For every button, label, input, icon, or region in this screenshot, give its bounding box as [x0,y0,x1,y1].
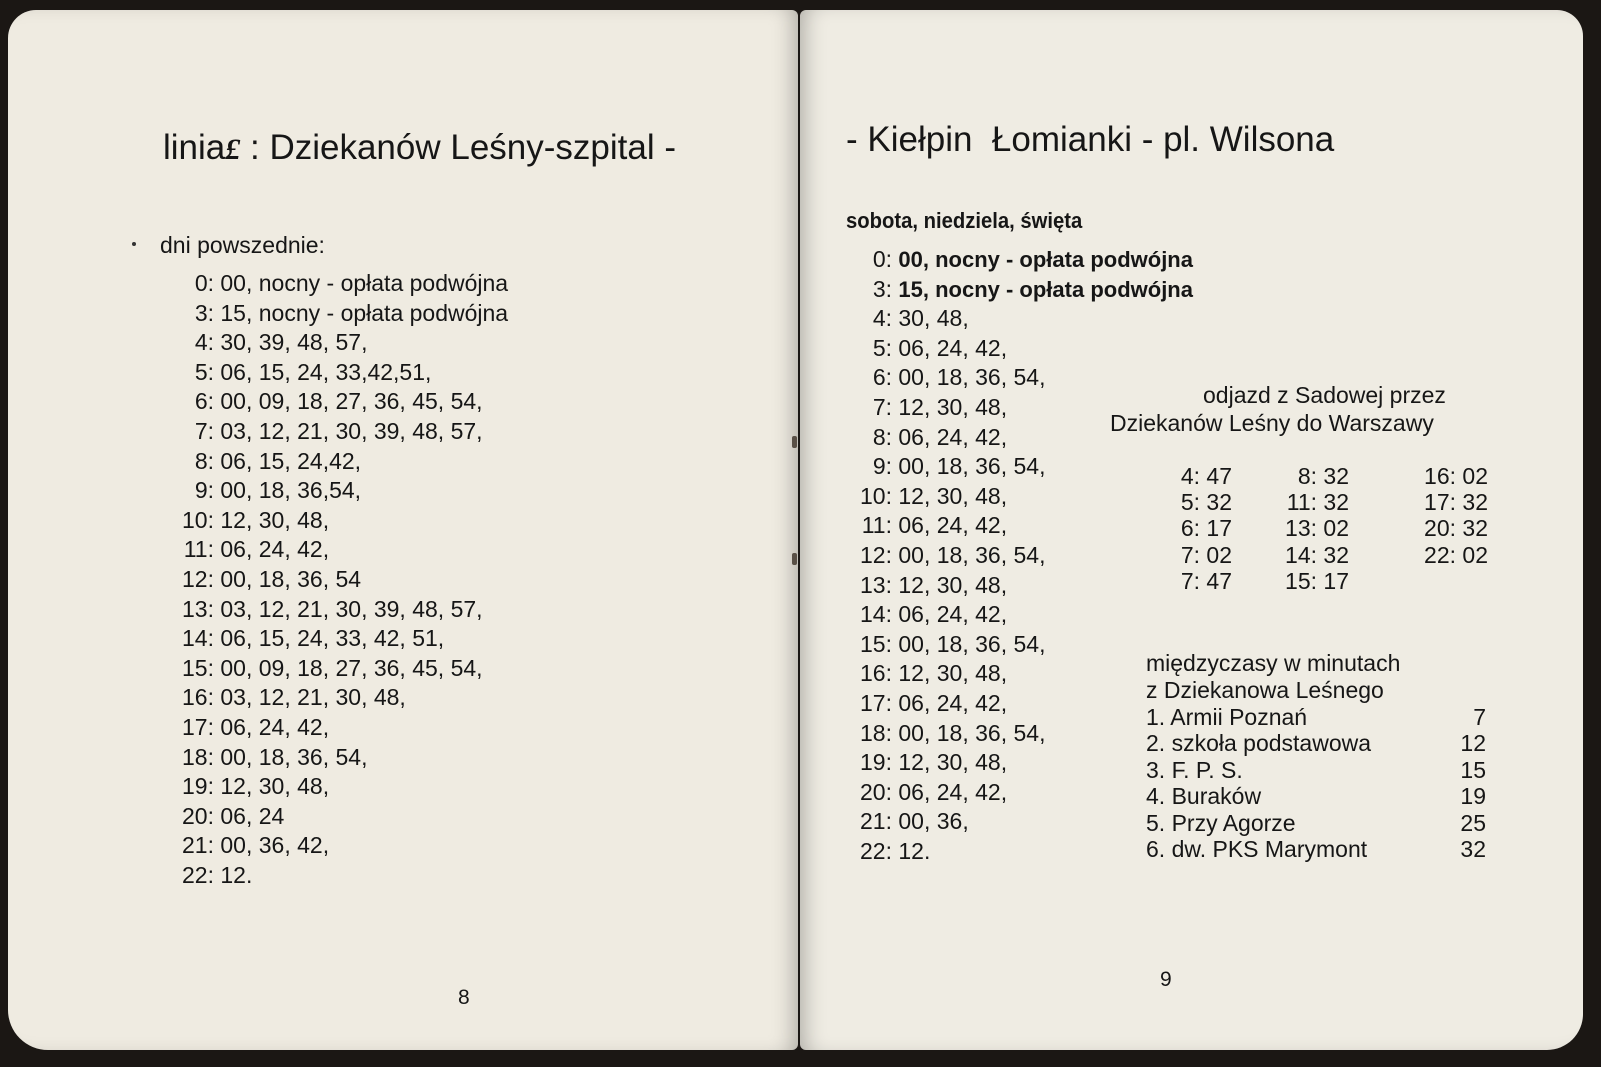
minutes-list: 00, nocny - opłata podwójna [898,247,1193,272]
minutes-list: 06, 24, 42, [898,601,1008,628]
departure-time: 8: 32 [1297,463,1349,489]
timetable-row [844,660,1007,687]
minutes-list: 12. [898,838,931,864]
hour-label: 18: [182,743,214,770]
timetable-row [844,305,969,332]
hour-label: 4: [194,329,214,356]
departures-title-line1: odjazd z Sadowej przez [1203,382,1446,408]
departure-time: 5: 32 [1180,489,1232,516]
timetable-row [158,329,367,356]
line-symbol-icon: £ [225,133,241,166]
timetable-row [158,418,483,445]
minutes-list: 06, 24, 42, [898,423,1008,450]
hour-label: 11: [183,536,214,563]
minutes-list: 06, 24, 42, [898,778,1008,805]
timetable-row [844,779,1007,806]
minutes-list: 12, 30, 48, [898,749,1008,776]
timetable-row [158,536,329,563]
hour-label: 8: [194,447,214,474]
timetable-row [158,744,367,771]
hour-label: 7: [194,418,214,444]
timetable-row [158,684,406,711]
minutes-list: 30, 48, [898,305,969,332]
timetable-row [844,364,1045,391]
timetable-row [158,625,444,652]
hour-label: 16: [182,684,214,711]
minutes-list: 12, 30, 48, [220,506,330,533]
bullet-dot [132,242,136,246]
minutes-list: 00, 36, 42, [220,832,330,859]
timetable-row [158,803,284,830]
interval-minutes: 25 [1460,809,1486,836]
timetable-row [844,808,969,835]
hour-label: 9: [872,453,892,480]
minutes-list: 15, nocny - opłata podwójna [898,276,1193,302]
timetable-row [844,631,1045,658]
minutes-list: 00, 18, 36, 54, [898,453,1046,480]
hour-label: 19: [182,773,214,800]
hour-label: 3: [194,299,214,326]
timetable-row [844,749,1007,776]
departure-time: 15: 17 [1285,567,1349,594]
minutes-list: 00, 18, 36, 54 [220,566,362,592]
hour-label: 10: [182,506,214,533]
timetable-row [844,572,1007,599]
page-number-left: 8 [458,986,470,1009]
hour-label: 20: [860,778,892,805]
departure-time: 13: 02 [1285,515,1349,542]
minutes-list: 00, 09, 18, 27, 36, 45, 54, [220,654,483,681]
hour-label: 8: [872,423,892,450]
hour-label: 19: [860,749,892,776]
timetable-row [158,359,431,386]
hour-label: 21: [860,808,892,835]
departure-time: 7: 02 [1180,541,1232,568]
title-rest: : Dziekanów Leśny-szpital - [240,128,676,167]
timetable-row [158,388,483,415]
timetable-row [158,832,329,859]
timetable-row [158,507,329,534]
hour-label: 12: [860,542,892,568]
hour-label: 3: [872,275,892,302]
staple-top [792,436,797,448]
interval-minutes: 32 [1460,836,1486,862]
timetable-row [158,773,329,800]
timetable-row [844,483,1007,510]
minutes-list: 00, 18, 36, 54, [220,743,368,770]
hour-label: 9: [194,477,214,504]
hour-label: 13: [182,595,214,622]
minutes-list: 12. [220,862,253,888]
hour-label: 20: [182,802,214,829]
timetable-row [844,601,1007,628]
hour-label: 14: [860,601,892,628]
timetable-row [844,512,1007,539]
timetable-row [844,246,1193,273]
hour-label: 22: [860,838,892,864]
departure-time: 22: 02 [1424,541,1488,568]
timetable-row [158,714,329,741]
interval-minutes: 15 [1460,756,1486,783]
timetable-row [844,424,1007,451]
minutes-list: 06, 15, 24, 33,42,51, [220,358,432,385]
timetable-row [844,394,1007,421]
minutes-list: 06, 24, 42, [220,714,330,740]
staple-bottom [792,553,797,565]
hour-label: 6: [194,388,214,415]
minutes-list: 03, 12, 21, 30, 48, [220,684,406,711]
timetable-row [158,300,508,327]
departure-time: 7: 47 [1180,567,1232,594]
timetable-row [844,838,930,865]
departure-time: 16: 02 [1424,463,1488,489]
minutes-list: 06, 24, 42, [898,334,1008,361]
timetable-row [158,596,483,623]
minutes-list: 06, 24 [220,802,285,829]
interval-stop: 3. F. P. S. [1146,756,1243,783]
intervals-title-line1: międzyczasy w minutach [1146,650,1401,676]
title-prefix: linia [163,128,226,167]
page-number-right: 9 [1160,968,1172,991]
right-page-title: - Kiełpin Łomianki - pl. Wilsona [846,120,1335,159]
interval-minutes: 7 [1473,704,1486,730]
minutes-list: 00, 18, 36,54, [220,477,362,504]
hour-label: 21: [182,832,214,859]
minutes-list: 00, 36, [898,808,969,835]
left-page-title [163,128,676,168]
right-page [800,10,1583,1050]
weekday-section-label: dni powszednie: [160,232,325,258]
timetable-row [158,477,361,504]
hour-label: 10: [860,482,892,509]
minutes-list: 30, 39, 48, 57, [220,329,368,356]
minutes-list: 00, 18, 36, 54, [898,630,1046,657]
hour-label: 4: [872,305,892,332]
timetable-row [844,690,1007,717]
minutes-list: 00, 09, 18, 27, 36, 45, 54, [220,388,483,415]
interval-minutes: 12 [1460,730,1486,757]
timetable-row [844,542,1045,569]
timetable-row [844,720,1045,747]
minutes-list: 00, nocny - opłata podwójna [220,270,509,296]
minutes-list: 00, 18, 36, 54, [898,719,1046,746]
minutes-list: 12, 30, 48, [898,482,1008,509]
hour-label: 0: [872,246,892,272]
hour-label: 17: [182,714,214,740]
hour-label: 16: [860,660,892,687]
hour-label: 5: [194,358,214,385]
minutes-list: 06, 15, 24,42, [220,447,362,474]
minutes-list: 12, 30, 48, [898,394,1008,420]
minutes-list: 12, 30, 48, [898,571,1008,598]
hour-label: 13: [860,571,892,598]
timetable-row [844,335,1007,362]
booklet-spread [8,10,1591,1057]
timetable-row [844,453,1045,480]
minutes-list: 03, 12, 21, 30, 39, 48, 57, [220,595,483,622]
timetable-row [158,655,483,682]
hour-label: 22: [182,862,214,888]
timetable-row [158,862,252,889]
minutes-list: 06, 24, 42, [898,690,1008,716]
minutes-list: 06, 24, 42, [220,536,330,563]
hour-label: 12: [182,566,214,592]
left-page [8,10,798,1050]
weekend-section-label: sobota, niedziela, święta [846,208,1083,233]
departure-time: 6: 17 [1180,515,1232,542]
departures-title-line2: Dziekanów Leśny do Warszawy [1110,410,1434,436]
minutes-list: 12, 30, 48, [220,773,330,800]
minutes-list: 03, 12, 21, 30, 39, 48, 57, [220,418,483,444]
hour-label: 14: [182,625,214,652]
hour-label: 7: [872,394,892,420]
hour-label: 15: [860,630,892,657]
minutes-list: 12, 30, 48, [898,660,1008,687]
hour-label: 6: [872,364,892,391]
minutes-list: 15, nocny - opłata podwójna [220,299,509,326]
timetable-row [158,270,508,297]
interval-stop: 5. Przy Agorze [1146,809,1296,836]
timetable-row [158,448,361,475]
minutes-list: 06, 15, 24, 33, 42, 51, [220,625,445,652]
departure-time: 20: 32 [1424,515,1488,542]
interval-stop: 4. Buraków [1146,783,1262,810]
timetable-row [158,566,361,593]
interval-minutes: 19 [1460,783,1486,810]
departure-time: 11: 32 [1286,489,1349,516]
hour-label: 0: [194,270,214,296]
interval-stop: 1. Armii Poznań [1146,704,1308,730]
minutes-list: 06, 24, 42, [898,512,1008,539]
departure-time: 14: 32 [1285,541,1349,568]
hour-label: 15: [182,654,214,681]
hour-label: 17: [860,690,892,716]
interval-stop: 6. dw. PKS Marymont [1146,836,1368,862]
departure-time: 17: 32 [1424,489,1488,516]
hour-label: 18: [860,719,892,746]
interval-stop: 2. szkoła podstawowa [1146,730,1372,757]
intervals-title-line2: z Dziekanowa Leśnego [1146,677,1384,703]
minutes-list: 00, 18, 36, 54, [898,364,1046,391]
departure-time: 4: 47 [1180,463,1232,489]
timetable-row [844,276,1193,303]
minutes-list: 00, 18, 36, 54, [898,542,1046,568]
hour-label: 5: [872,334,892,361]
hour-label: 11: [861,512,892,539]
